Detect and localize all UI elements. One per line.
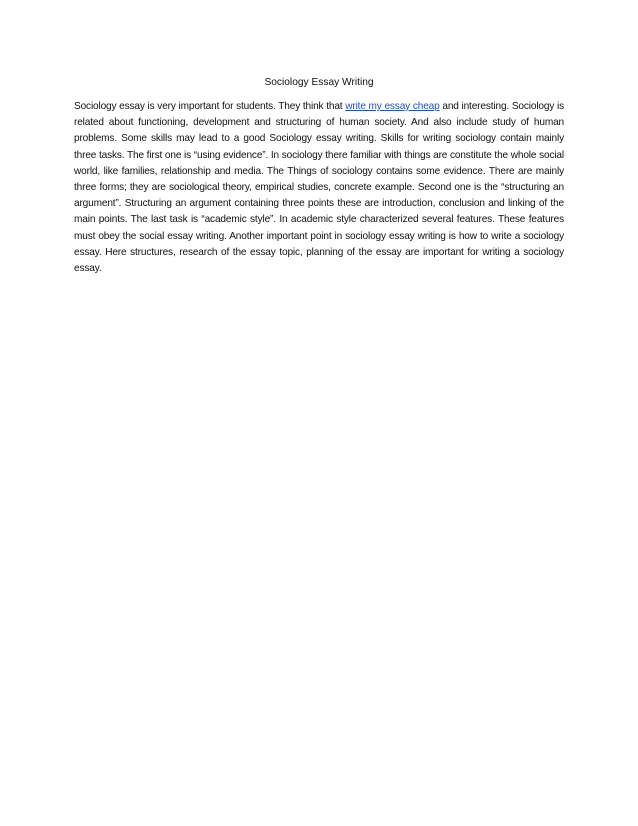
body-paragraph (74, 99, 564, 277)
paragraph-text-rest: and interesting. Sociology is related about functioning, development and structuring of human society. And also include study of human problems. Some skills may lead to a good Sociology essay writing. Skills for writing sociology contain mainly three tasks. The first one is “using evidence”. In sociology there familiar with things are constitute the whole social world, like families, relationship and media. The Things of sociology contains some evidence. There are mainly three forms; they are sociological theory, empirical studies, concrete example. Second one is the “structuring an argument”. Structuring an argument containing three points these are introduction, conclusion and linking of the main points. The last task is “academic style”. In academic style characterized several features. These features must obey the social essay writing. Another important point in sociology essay writing is how to write a sociology essay. Here structures, research of the essay topic, planning of the essay are important for writing a sociology essay. (74, 101, 564, 275)
essay-service-link[interactable]: write my essay cheap (345, 101, 440, 112)
document-title: Sociology Essay Writing (264, 77, 374, 88)
paragraph-text-start: Sociology essay is very important for students. They think that (74, 101, 346, 112)
